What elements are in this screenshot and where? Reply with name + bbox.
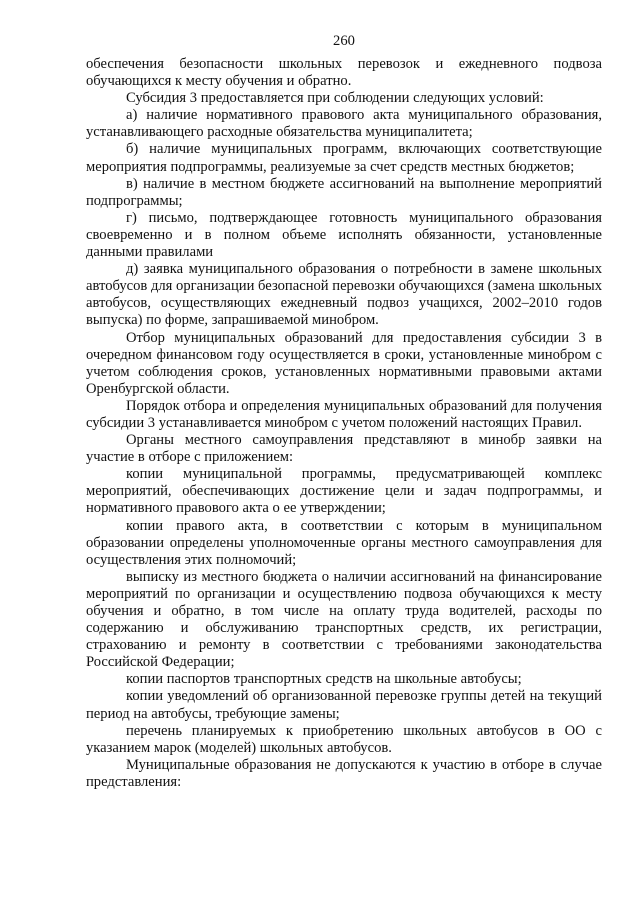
paragraph-condition-b: б) наличие муниципальных программ, включающих соответствующие мероприятия подпрограммы, реализуемые за счет средств местных бюджетов; xyxy=(86,141,602,175)
paragraph-exclusion: Муниципальные образования не допускаются к участию в отборе в случае представления: xyxy=(86,756,602,790)
paragraph-applications: Органы местного самоуправления представляют в минобр заявки на участие в отборе с приложением: xyxy=(86,432,602,466)
paragraph-condition-e: д) заявка муниципального образования о потребности в замене школьных автобусов для организации безопасной перевозки обучающихся (замена школьных автобусов, осуществляющих ежедневный подвоз учащихся, 2002–2010 годов выпуска) по форме, запрашиваемой минобром. xyxy=(86,261,602,329)
paragraph-condition-a: а) наличие нормативного правового акта муниципального образования, устанавливающего расходные обязательства муниципалитета; xyxy=(86,107,602,141)
paragraph-continuation: обеспечения безопасности школьных перевозок и ежедневного подвоза обучающихся к месту обучения и обратно. xyxy=(86,56,602,90)
paragraph-attachment-program: копии муниципальной программы, предусматривающей комплекс мероприятий, обеспечивающих достижение цели и задач подпрограммы, и нормативного правового акта о ее утверждении; xyxy=(86,466,602,517)
paragraph-attachment-bus-list: перечень планируемых к приобретению школьных автобусов в ОО с указанием марок (моделей) школьных автобусов. xyxy=(86,722,602,756)
paragraph-attachment-budget-extract: выписку из местного бюджета о наличии ассигнований на финансирование мероприятий по организации и осуществлению подвоза обучающихся к месту обучения и обратно, в том числе на оплату труда водителей, расходы по содержанию и обслуживанию транспортных средств, их регистрации, страхованию и ремонту в соответствии с требованиями законодательства Российской Федерации; xyxy=(86,568,602,671)
paragraph-condition-d: г) письмо, подтверждающее готовность муниципального образования своевременно и в полном объеме исполнять обязанности, установленные данными правилами xyxy=(86,209,602,261)
document-body xyxy=(86,56,602,791)
page-number: 260 xyxy=(333,33,355,49)
paragraph-subsidy-conditions: Субсидия 3 предоставляется при соблюдении следующих условий: xyxy=(126,90,544,107)
paragraph-selection-procedure: Порядок отбора и определения муниципальных образований для получения субсидии 3 устанавливается минобром с учетом положений настоящих Правил. xyxy=(86,397,602,431)
paragraph-attachment-vehicle-passports: копии паспортов транспортных средств на школьные автобусы; xyxy=(126,671,522,688)
paragraph-attachment-notifications: копии уведомлений об организованной перевозке группы детей на текущий период на автобусы, требующие замены; xyxy=(86,688,602,722)
paragraph-condition-c: в) наличие в местном бюджете ассигнований на выполнение мероприятий подпрограммы; xyxy=(86,175,602,209)
paragraph-selection-timing: Отбор муниципальных образований для предоставления субсидии 3 в очередном финансовом году осуществляется в сроки, установленные минобром с учетом соблюдения сроков, установленных нормативными правовыми актами Оренбургской области. xyxy=(86,329,602,397)
paragraph-attachment-legal-act: копии правого акта, в соответствии с которым в муниципальном образовании определены уполномоченные органы местного самоуправления для осуществления этих полномочий; xyxy=(86,517,602,568)
